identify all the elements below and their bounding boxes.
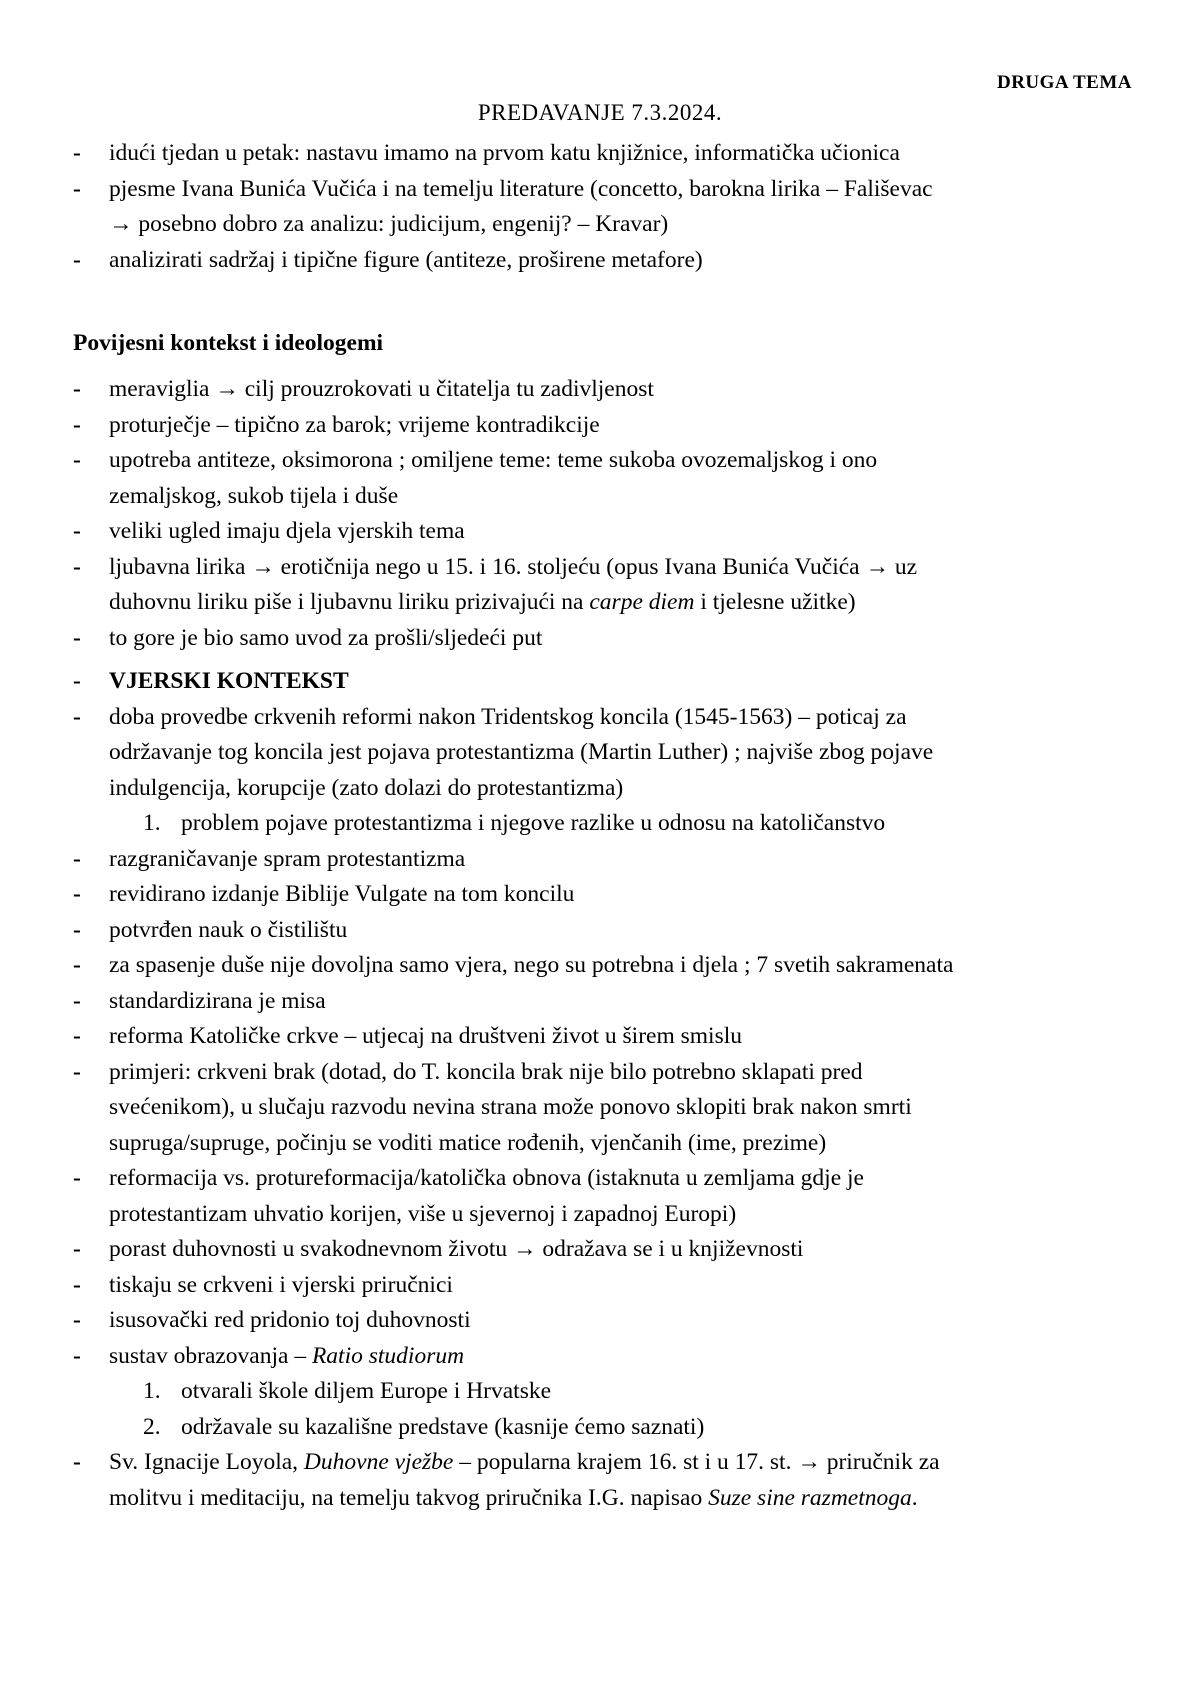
bullet-dash: - xyxy=(73,881,81,907)
bullet-dash: - xyxy=(73,518,81,544)
bullet-dash: - xyxy=(73,411,81,438)
numbered-item: 1. problem pojave protestantizma i njegove razlike u odnosu na katoličanstvo xyxy=(143,810,886,836)
bullet-dash: - xyxy=(73,553,81,580)
bullet-dash: - xyxy=(73,376,81,402)
list-item: - veliki ugled imaju djela vjerskih tema xyxy=(73,514,1153,550)
list-item: - primjeri: crkveni brak (dotad, do T. koncila brak nije bilo potrebno sklapati pred svećenikom), u slučaju razvodu nevina strana može ponovo sklopiti brak nakon smrti supruga/supruge, počinju se voditi matice rođenih, vjenčanih (ime, prezime) xyxy=(73,1055,1153,1162)
bullet-dash: - xyxy=(73,1165,81,1191)
bullet-dash: - xyxy=(73,703,81,730)
list-item: - razgraničavanje spram protestantizma xyxy=(73,842,1153,878)
section-religious-context xyxy=(73,664,1153,1516)
list-item: - doba provedbe crkvenih reformi nakon Tridentskog koncila (1545-1563) – poticaj za održavanje tog koncila jest pojava protestantizma (Martin Luther) ; najviše zbog pojave indulgencija, korupcije (zato dolazi do protestantizma) xyxy=(73,700,1153,807)
list-item: - isusovački red pridonio toj duhovnosti xyxy=(73,1303,1153,1339)
list-item: - ljubavna lirika → erotičnija nego u 15. i 16. stoljeću (opus Ivana Bunića Vučića → uz duhovnu liriku piše i ljubavnu liriku prizivajući na carpe diem i tjelesne užitke) xyxy=(73,550,1153,621)
numbered-item: 2. održavale su kazališne predstave (kasnije ćemo saznati) xyxy=(143,1413,705,1440)
emphasis-text: Duhovne vježbe xyxy=(303,1449,454,1475)
section-heading: Povijesni kontekst i ideologemi xyxy=(73,330,384,356)
bullet-dash: - xyxy=(73,246,81,273)
list-item: - meraviglia → cilj prouzrokovati u čitatelja tu zadivljenost xyxy=(73,372,1153,408)
bullet-dash: - xyxy=(73,952,81,978)
list-item: - pjesme Ivana Bunića Vučića i na temelju literature (concetto, barokna lirika – Fališevac → posebno dobro za analizu: judicijum, engenij? – Kravar) xyxy=(73,172,1153,243)
bullet-dash: - xyxy=(73,1058,81,1085)
bullet-dash: - xyxy=(73,624,81,651)
list-item: - to gore je bio samo uvod za prošli/sljedeći put xyxy=(73,621,1153,657)
historical-list xyxy=(73,372,1153,656)
section-historical-context xyxy=(73,326,1153,361)
bullet-dash: - xyxy=(73,668,81,694)
bullet-dash: - xyxy=(73,447,81,473)
list-item: - analizirati sadržaj i tipične figure (antiteze, proširene metafore) xyxy=(73,243,1153,279)
list-item: - sustav obrazovanja – Ratio studiorum xyxy=(73,1339,1153,1375)
list-item: - proturječje – tipično za barok; vrijeme kontradikcije xyxy=(73,408,1153,444)
bullet-dash: - xyxy=(73,1236,81,1262)
list-item: - za spasenje duše nije dovoljna samo vjera, nego su potrebna i djela ; 7 svetih sakramenata xyxy=(73,948,1153,984)
list-item xyxy=(73,664,1153,700)
list-item: - potvrđen nauk o čistilištu xyxy=(73,913,1153,949)
list-item: - idući tjedan u petak: nastavu imamo na prvom katu knjižnice, informatička učionica xyxy=(73,136,1153,172)
bullet-dash: - xyxy=(73,140,81,166)
list-item: - revidirano izdanje Biblije Vulgate na tom koncilu xyxy=(73,877,1153,913)
page-title: PREDAVANJE 7.3.2024. xyxy=(477,100,723,125)
bullet-dash: - xyxy=(73,1023,81,1049)
bullet-dash: - xyxy=(73,175,81,202)
section-heading: VJERSKI KONTEKST xyxy=(109,668,349,694)
bullet-dash: - xyxy=(73,1307,81,1333)
list-item: - reforma Katoličke crkve – utjecaj na društveni život u širem smislu xyxy=(73,1019,1153,1055)
bullet-dash: - xyxy=(73,1449,81,1475)
numbered-item: 1. otvarali škole diljem Europe i Hrvatske xyxy=(143,1378,552,1404)
bullet-dash: - xyxy=(73,1271,81,1298)
list-item: - porast duhovnosti u svakodnevnom životu → odražava se i u književnosti xyxy=(73,1232,1153,1268)
intro-list xyxy=(73,136,1153,278)
emphasis-text: carpe diem xyxy=(589,589,695,615)
bullet-dash: - xyxy=(73,916,81,943)
list-item: - standardizirana je misa xyxy=(73,984,1153,1020)
emphasis-text: Suze sine razmetnoga xyxy=(708,1484,912,1511)
list-item: - reformacija vs. protureformacija/katolička obnova (istaknuta u zemljama gdje je protestantizam uhvatio korijen, više u sjevernoj i zapadnoj Europi) xyxy=(73,1161,1153,1232)
topic-label: DRUGA TEMA xyxy=(996,72,1132,93)
bullet-dash: - xyxy=(73,987,81,1014)
list-item: - tiskaju se crkveni i vjerski priručnici xyxy=(73,1268,1153,1304)
bullet-dash: - xyxy=(73,845,81,872)
list-item: - Sv. Ignacije Loyola, Duhovne vježbe – popularna krajem 16. st i u 17. st. → priručnik za molitvu i meditaciju, na temelju takvog priručnika I.G. napisao Suze sine razmetnoga. xyxy=(73,1445,1153,1516)
bullet-dash: - xyxy=(73,1342,81,1369)
emphasis-text: Ratio studiorum xyxy=(311,1342,465,1369)
list-item: - upotreba antiteze, oksimorona ; omiljene teme: teme sukoba ovozemaljskog i ono zemaljskog, sukob tijela i duše xyxy=(73,443,1153,514)
